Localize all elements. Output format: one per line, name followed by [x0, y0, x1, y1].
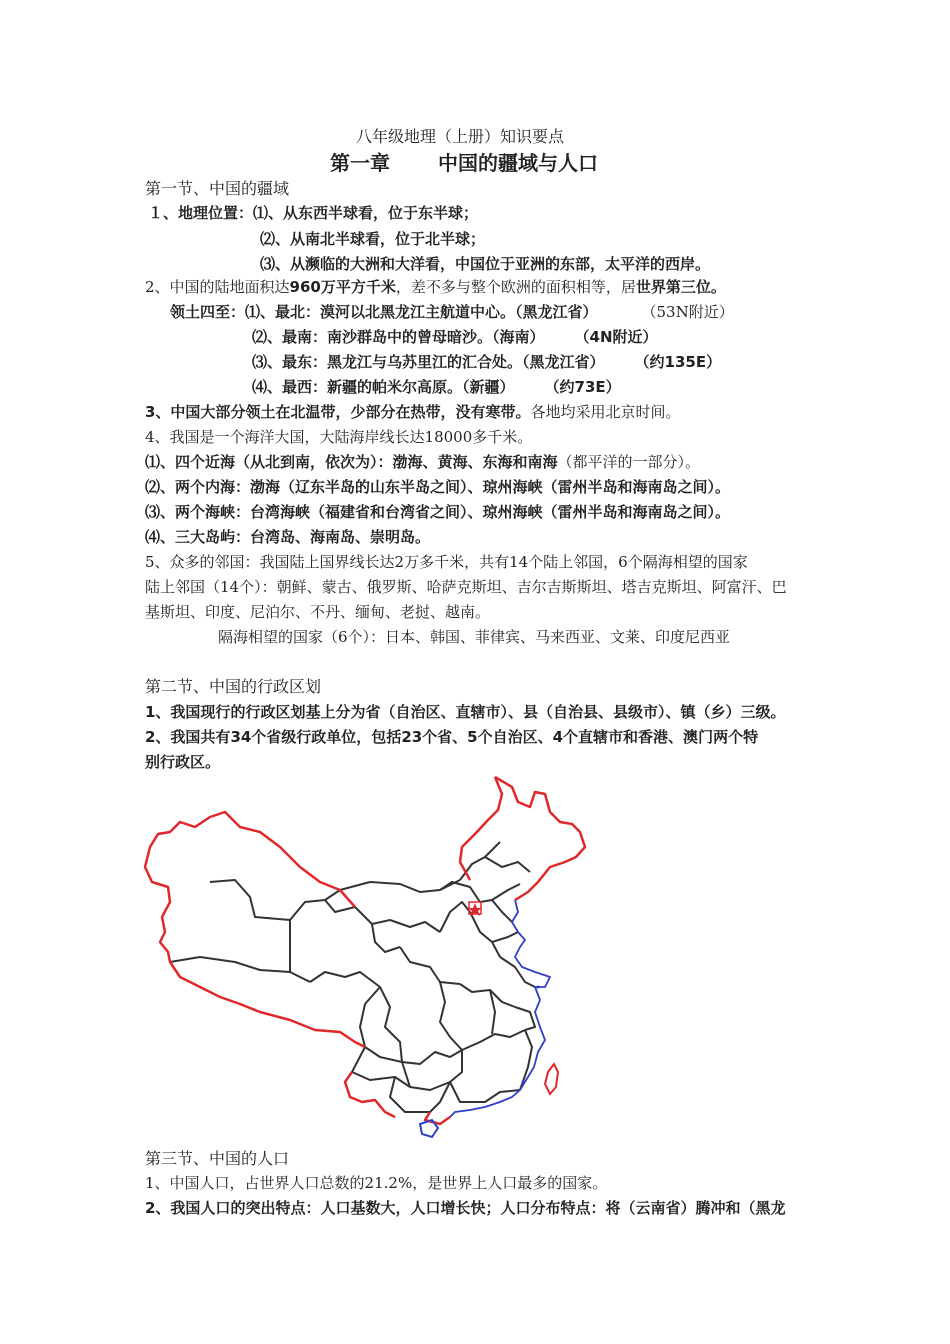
location-line-1: １、地理位置：⑴、从东西半球看，位于东半球； [148, 204, 479, 222]
area-text-a: 2、中国的陆地面积达 [145, 278, 290, 296]
china-province-map [140, 772, 592, 1140]
extent-north-text: 领土四至：⑴、最北：漠河以北黑龙江主航道中心。（黑龙江省） [170, 303, 598, 321]
inner-seas-line [145, 476, 730, 498]
inner-seas-text: ⑵、两个内海：渤海（辽东半岛的山东半岛之间）、琼州海峡（雷州半岛和海南岛之间）。 [145, 478, 731, 496]
seas-line [145, 451, 700, 473]
chapter-name: 中国的疆域与人口 [438, 151, 598, 175]
section3-heading: 第三节、中国的人口 [145, 1149, 290, 1168]
area-line [145, 276, 726, 298]
section1-heading: 第一节、中国的疆域 [145, 179, 290, 198]
chapter-title [330, 150, 598, 176]
zone-text: 3、中国大部分领土在北温带，少部分在热带，没有寒带。 [145, 403, 531, 421]
temperature-zone-line [145, 401, 680, 423]
province-borders [170, 842, 535, 1112]
extent-west-lon: （约73E） [544, 378, 621, 396]
straits-line: ⑶、两个海峡：台湾海峡（福建省和台湾省之间）、琼州海峡（雷州半岛和海南岛之间）。 [145, 503, 731, 521]
seas-note: （都平洋的一部分）。 [557, 453, 701, 471]
island-dot [537, 986, 540, 989]
admin-division-line: 1、我国现行的行政区划基上分为省（自治区、直辖市）、县（自治县、县级市）、镇（乡）三级。 [145, 703, 786, 721]
extent-south [252, 326, 658, 348]
extent-south-text: ⑵、最南：南沙群岛中的曾母暗沙。（海南） [252, 328, 545, 346]
section2-heading: 第二节、中国的行政区划 [145, 677, 322, 696]
neighbors-line-3: 基斯坦、印度、尼泊尔、不丹、缅甸、老挝、越南。 [145, 603, 491, 621]
area-text-c: ，差不多与整个欧洲的面积相等，居 [395, 278, 636, 296]
neighbors-line-1: 5、众多的邻国：我国陆上国界线长达2万多千米，共有14个陆上邻国，6个隔海相望的国家 [145, 553, 748, 571]
population-line-1: 1、中国人口，占世界人口总数的21.2%，是世界上人口最多的国家。 [145, 1174, 608, 1192]
taiwan-island [545, 1064, 558, 1094]
beijing-time-text: 各地均采用北京时间。 [530, 403, 681, 421]
coastline [450, 900, 550, 1117]
extent-north [170, 301, 734, 323]
extent-west [252, 376, 621, 398]
extent-south-lat: （4N附近） [574, 328, 658, 346]
extent-east-text: ⑶、最东：黑龙江与乌苏里江的汇合处。（黑龙江省） [252, 353, 605, 371]
star-icon [468, 902, 482, 916]
provinces-line-1: 2、我国共有34个省级行政单位，包括23个省、5个自治区、4个直辖市和香港、澳门两个特 [145, 728, 759, 746]
island-dot [522, 1081, 525, 1084]
area-rank: 世界第三位。 [635, 278, 726, 296]
extent-east-lon: （约135E） [634, 353, 722, 371]
doc-title: 八年级地理（上册）知识要点 [356, 127, 565, 146]
extent-west-text: ⑷、最西：新疆的帕米尔高原。（新疆） [252, 378, 515, 396]
neighbors-line-2: 陆上邻国（14个）：朝鲜、蒙古、俄罗斯、哈萨克斯坦、吉尔吉斯斯坦、塔吉克斯坦、阿富汗、巴 [145, 578, 787, 596]
location-line-2: ⑵、从南北半球看，位于北半球； [260, 230, 486, 248]
location-line-3: ⑶、从濒临的大洲和大洋看，中国位于亚洲的东部，太平洋的西岸。 [260, 255, 711, 273]
area-value: 960万平方千米 [289, 278, 396, 296]
provinces-line-2: 别行政区。 [145, 753, 221, 771]
coastline-line: 4、我国是一个海洋大国，大陆海岸线长达18000多千米。 [145, 428, 533, 446]
islands-line: ⑷、三大岛屿：台湾岛、海南岛、崇明岛。 [145, 528, 431, 546]
chapter-number: 第一章 [330, 151, 390, 175]
population-line-2: 2、我国人口的突出特点：人口基数大，人口增长快；人口分布特点：将（云南省）腾冲和（黑龙 [145, 1199, 786, 1217]
extent-east [252, 351, 721, 373]
extent-north-lat: （53N附近） [641, 303, 734, 321]
seas-text: ⑴、四个近海（从北到南，依次为）：渤海、黄海、东海和南海 [145, 453, 558, 471]
neighbors-line-4: 隔海相望的国家（6个）：日本、韩国、菲律宾、马来西亚、文莱、印度尼西亚 [218, 628, 731, 646]
